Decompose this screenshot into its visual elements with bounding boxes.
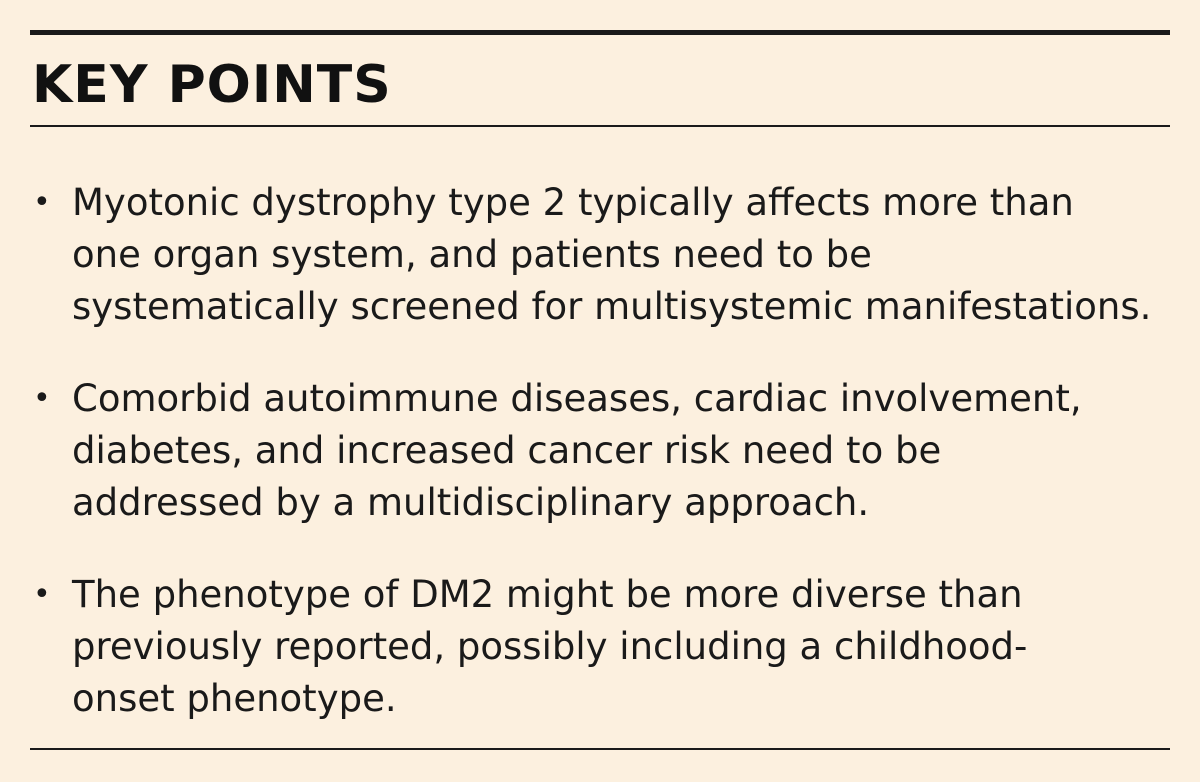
key-points-list	[30, 177, 1170, 725]
key-point-line: onset phenotype.	[72, 677, 397, 720]
top-rule	[30, 30, 1170, 35]
key-point-item	[30, 569, 1170, 725]
key-points-heading: KEY POINTS	[32, 55, 392, 115]
bullet-icon: •	[33, 381, 51, 416]
bullet-icon: •	[33, 577, 51, 612]
key-point-line: one organ system, and patients need to be	[72, 233, 872, 276]
heading-rule	[30, 125, 1170, 127]
key-point-line: The phenotype of DM2 might be more diverse than	[72, 573, 1023, 616]
key-point-item	[30, 373, 1170, 529]
bullet-icon: •	[33, 185, 51, 220]
key-point-line: Comorbid autoimmune diseases, cardiac involvement,	[72, 377, 1082, 420]
key-point-line: systematically screened for multisystemic manifestations.	[72, 285, 1152, 328]
key-point-line: previously reported, possibly including a childhood-	[72, 625, 1028, 668]
bottom-rule	[30, 748, 1170, 750]
key-point-line: addressed by a multidisciplinary approach.	[72, 481, 870, 524]
key-point-item	[30, 177, 1170, 333]
key-point-line: diabetes, and increased cancer risk need to be	[72, 429, 942, 472]
key-point-line: Myotonic dystrophy type 2 typically affects more than	[72, 181, 1074, 224]
